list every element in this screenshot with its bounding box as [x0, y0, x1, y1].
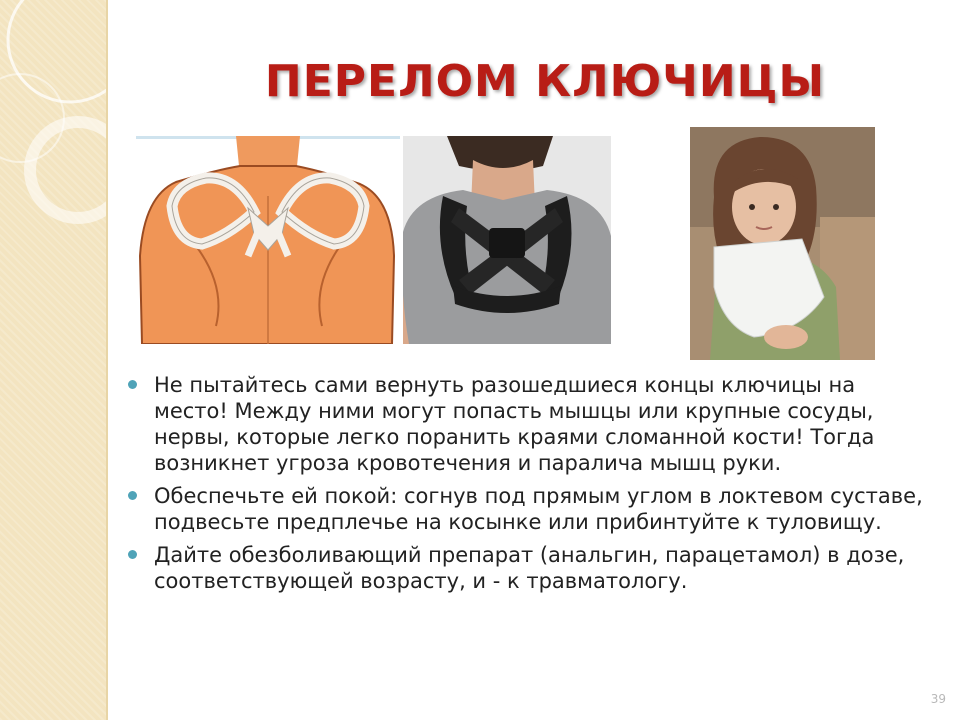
list-item — [124, 542, 924, 594]
child-with-sling-image — [690, 127, 875, 360]
bullet-text: Обеспечьте ей покой: согнув под прямым углом в локтевом суставе, подвесьте предплечье на косынке или прибинтуйте к туловищу. — [154, 484, 923, 534]
list-item — [124, 483, 924, 535]
bandage-illustration-image — [136, 136, 400, 344]
bullet-text: Дайте обезболивающий препарат (анальгин, парацетамол) в дозе, соответствующей возрасту, и - к травматологу. — [154, 543, 905, 593]
bullet-icon — [128, 380, 137, 389]
bullet-text: Не пытайтесь сами вернуть разошедшиеся концы ключицы на место! Между ними могут попасть мышцы или крупные сосуды, нервы, которые легко поранить краями сломанной кости! Тогда возникнет угроза кровотечения и паралича мышц руки. — [154, 373, 875, 475]
clavicle-brace-image — [403, 136, 611, 344]
slide-title: ПЕРЕЛОМ КЛЮЧИЦЫ — [264, 56, 826, 107]
decorative-circles — [0, 0, 106, 720]
bullet-icon — [128, 491, 137, 500]
list-item — [124, 372, 924, 476]
decorative-side-strip — [0, 0, 106, 720]
side-strip-edge — [106, 0, 108, 720]
bullet-icon — [128, 550, 137, 559]
page-number: 39 — [930, 692, 946, 706]
bullet-list — [124, 372, 924, 601]
